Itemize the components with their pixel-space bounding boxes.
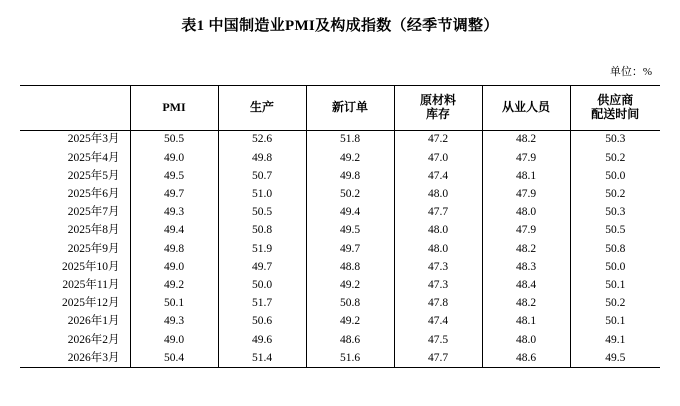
cell-pmi: 50.1 <box>130 295 218 313</box>
cell-production: 51.4 <box>218 349 306 368</box>
cell-new-orders: 49.2 <box>306 149 394 167</box>
row-label: 2025年9月 <box>20 240 130 258</box>
cell-pmi: 50.4 <box>130 349 218 368</box>
page-title: 表1 中国制造业PMI及构成指数（经季节调整） <box>181 18 499 34</box>
cell-pmi: 49.3 <box>130 204 218 222</box>
cell-pmi: 49.0 <box>130 149 218 167</box>
row-label: 2025年8月 <box>20 222 130 240</box>
cell-raw-material-inventory: 47.4 <box>394 167 482 185</box>
cell-production: 50.0 <box>218 277 306 295</box>
cell-supplier-delivery-time: 50.3 <box>605 206 626 219</box>
cell-raw-material-inventory: 47.7 <box>394 204 482 222</box>
cell-employment: 48.1 <box>482 313 570 331</box>
cell-new-orders: 49.8 <box>306 167 394 185</box>
cell-new-orders: 49.4 <box>306 204 394 222</box>
table-header <box>20 86 660 131</box>
row-label: 2026年2月 <box>20 331 130 349</box>
cell-employment: 48.3 <box>482 258 570 276</box>
cell-new-orders: 51.8 <box>306 131 394 150</box>
cell-raw-material-inventory: 47.0 <box>394 149 482 167</box>
cell-employment: 48.2 <box>482 240 570 258</box>
cell-employment: 48.0 <box>482 204 570 222</box>
cell-employment: 48.1 <box>482 167 570 185</box>
row-label: 2025年11月 <box>20 277 130 295</box>
cell-production: 49.7 <box>218 258 306 276</box>
column-header-production <box>218 86 306 131</box>
cell-supplier-delivery-time: 50.1 <box>605 315 626 328</box>
cell-raw-material-inventory: 47.3 <box>394 277 482 295</box>
table-header-row <box>20 86 660 131</box>
cell-raw-material-inventory: 47.4 <box>394 313 482 331</box>
table-row <box>20 240 660 258</box>
column-header-new-orders <box>306 86 394 131</box>
row-label: 2025年10月 <box>20 258 130 276</box>
cell-pmi: 50.5 <box>130 131 218 150</box>
cell-employment: 47.9 <box>482 186 570 204</box>
unit-note: 单位：% <box>609 66 652 78</box>
column-header-raw-material-inventory-line1: 原材料 <box>419 93 456 108</box>
column-header-employment <box>482 86 570 131</box>
cell-employment: 48.2 <box>482 131 570 150</box>
cell-new-orders: 51.6 <box>306 349 394 368</box>
table-row <box>20 313 660 331</box>
cell-new-orders: 48.6 <box>306 331 394 349</box>
column-header-period <box>20 86 130 131</box>
cell-production: 50.6 <box>218 313 306 331</box>
cell-new-orders: 49.7 <box>306 240 394 258</box>
cell-production: 50.7 <box>218 167 306 185</box>
table-row <box>20 349 660 368</box>
column-header-production-line1: 生产 <box>249 100 274 115</box>
cell-pmi: 49.2 <box>130 277 218 295</box>
table-body <box>20 131 660 368</box>
cell-pmi: 49.8 <box>130 240 218 258</box>
row-label: 2025年5月 <box>20 167 130 185</box>
cell-raw-material-inventory: 48.0 <box>394 240 482 258</box>
cell-employment: 47.9 <box>482 222 570 240</box>
cell-supplier-delivery-time: 50.2 <box>605 151 626 164</box>
column-header-pmi <box>130 86 218 131</box>
cell-supplier-delivery-time: 49.1 <box>605 333 626 346</box>
cell-supplier-delivery-time: 50.8 <box>605 242 626 255</box>
cell-supplier-delivery-time: 50.0 <box>605 169 626 182</box>
column-header-raw-material-inventory <box>394 86 482 131</box>
row-label: 2025年7月 <box>20 204 130 222</box>
cell-employment: 48.4 <box>482 277 570 295</box>
row-label: 2025年12月 <box>20 295 130 313</box>
cell-raw-material-inventory: 47.7 <box>394 349 482 368</box>
column-header-raw-material-inventory-line2: 库存 <box>425 107 450 121</box>
cell-new-orders: 48.8 <box>306 258 394 276</box>
cell-pmi: 49.7 <box>130 186 218 204</box>
cell-production: 49.8 <box>218 149 306 167</box>
cell-employment: 48.2 <box>482 295 570 313</box>
table-row <box>20 222 660 240</box>
table-row <box>20 295 660 313</box>
cell-supplier-delivery-time: 50.2 <box>605 188 626 201</box>
column-header-pmi-line1: PMI <box>162 100 186 115</box>
table-row <box>20 131 660 150</box>
cell-raw-material-inventory: 47.8 <box>394 295 482 313</box>
cell-production: 51.7 <box>218 295 306 313</box>
cell-production: 51.0 <box>218 186 306 204</box>
cell-supplier-delivery-time: 50.1 <box>605 278 626 291</box>
cell-pmi: 49.4 <box>130 222 218 240</box>
cell-production: 49.6 <box>218 331 306 349</box>
cell-raw-material-inventory: 48.0 <box>394 222 482 240</box>
column-header-new-orders-line1: 新订单 <box>331 100 368 115</box>
cell-employment: 47.9 <box>482 149 570 167</box>
cell-pmi: 49.0 <box>130 331 218 349</box>
table-row <box>20 331 660 349</box>
row-label: 2025年3月 <box>20 131 130 150</box>
table-row <box>20 277 660 295</box>
cell-new-orders: 49.2 <box>306 277 394 295</box>
cell-employment: 48.6 <box>482 349 570 368</box>
cell-raw-material-inventory: 47.5 <box>394 331 482 349</box>
column-header-supplier-delivery-time <box>570 86 660 131</box>
cell-new-orders: 50.8 <box>306 295 394 313</box>
cell-new-orders: 50.2 <box>306 186 394 204</box>
cell-pmi: 49.3 <box>130 313 218 331</box>
cell-new-orders: 49.2 <box>306 313 394 331</box>
cell-employment: 48.0 <box>482 331 570 349</box>
table-row <box>20 204 660 222</box>
cell-production: 50.5 <box>218 204 306 222</box>
column-header-employment-line1: 从业人员 <box>501 100 550 115</box>
row-label: 2026年3月 <box>20 349 130 368</box>
cell-supplier-delivery-time: 49.5 <box>570 349 660 368</box>
cell-production: 52.6 <box>218 131 306 150</box>
table-row <box>20 167 660 185</box>
pmi-table <box>20 85 660 368</box>
column-header-supplier-delivery-time-line1: 供应商 <box>597 93 634 108</box>
column-header-supplier-delivery-time-line2: 配送时间 <box>591 107 640 121</box>
row-label: 2026年1月 <box>20 313 130 331</box>
cell-production: 51.9 <box>218 240 306 258</box>
row-label: 2025年4月 <box>20 149 130 167</box>
cell-supplier-delivery-time: 50.3 <box>605 133 626 146</box>
cell-supplier-delivery-time: 50.5 <box>605 224 626 237</box>
cell-supplier-delivery-time: 50.2 <box>605 297 626 310</box>
cell-raw-material-inventory: 47.3 <box>394 258 482 276</box>
cell-supplier-delivery-time: 50.0 <box>605 260 626 273</box>
cell-new-orders: 49.5 <box>306 222 394 240</box>
cell-raw-material-inventory: 47.2 <box>394 131 482 150</box>
cell-raw-material-inventory: 48.0 <box>394 186 482 204</box>
cell-pmi: 49.5 <box>130 167 218 185</box>
table-row <box>20 186 660 204</box>
cell-pmi: 49.0 <box>130 258 218 276</box>
row-label: 2025年6月 <box>20 186 130 204</box>
table-row <box>20 258 660 276</box>
table-row <box>20 149 660 167</box>
cell-production: 50.8 <box>218 222 306 240</box>
